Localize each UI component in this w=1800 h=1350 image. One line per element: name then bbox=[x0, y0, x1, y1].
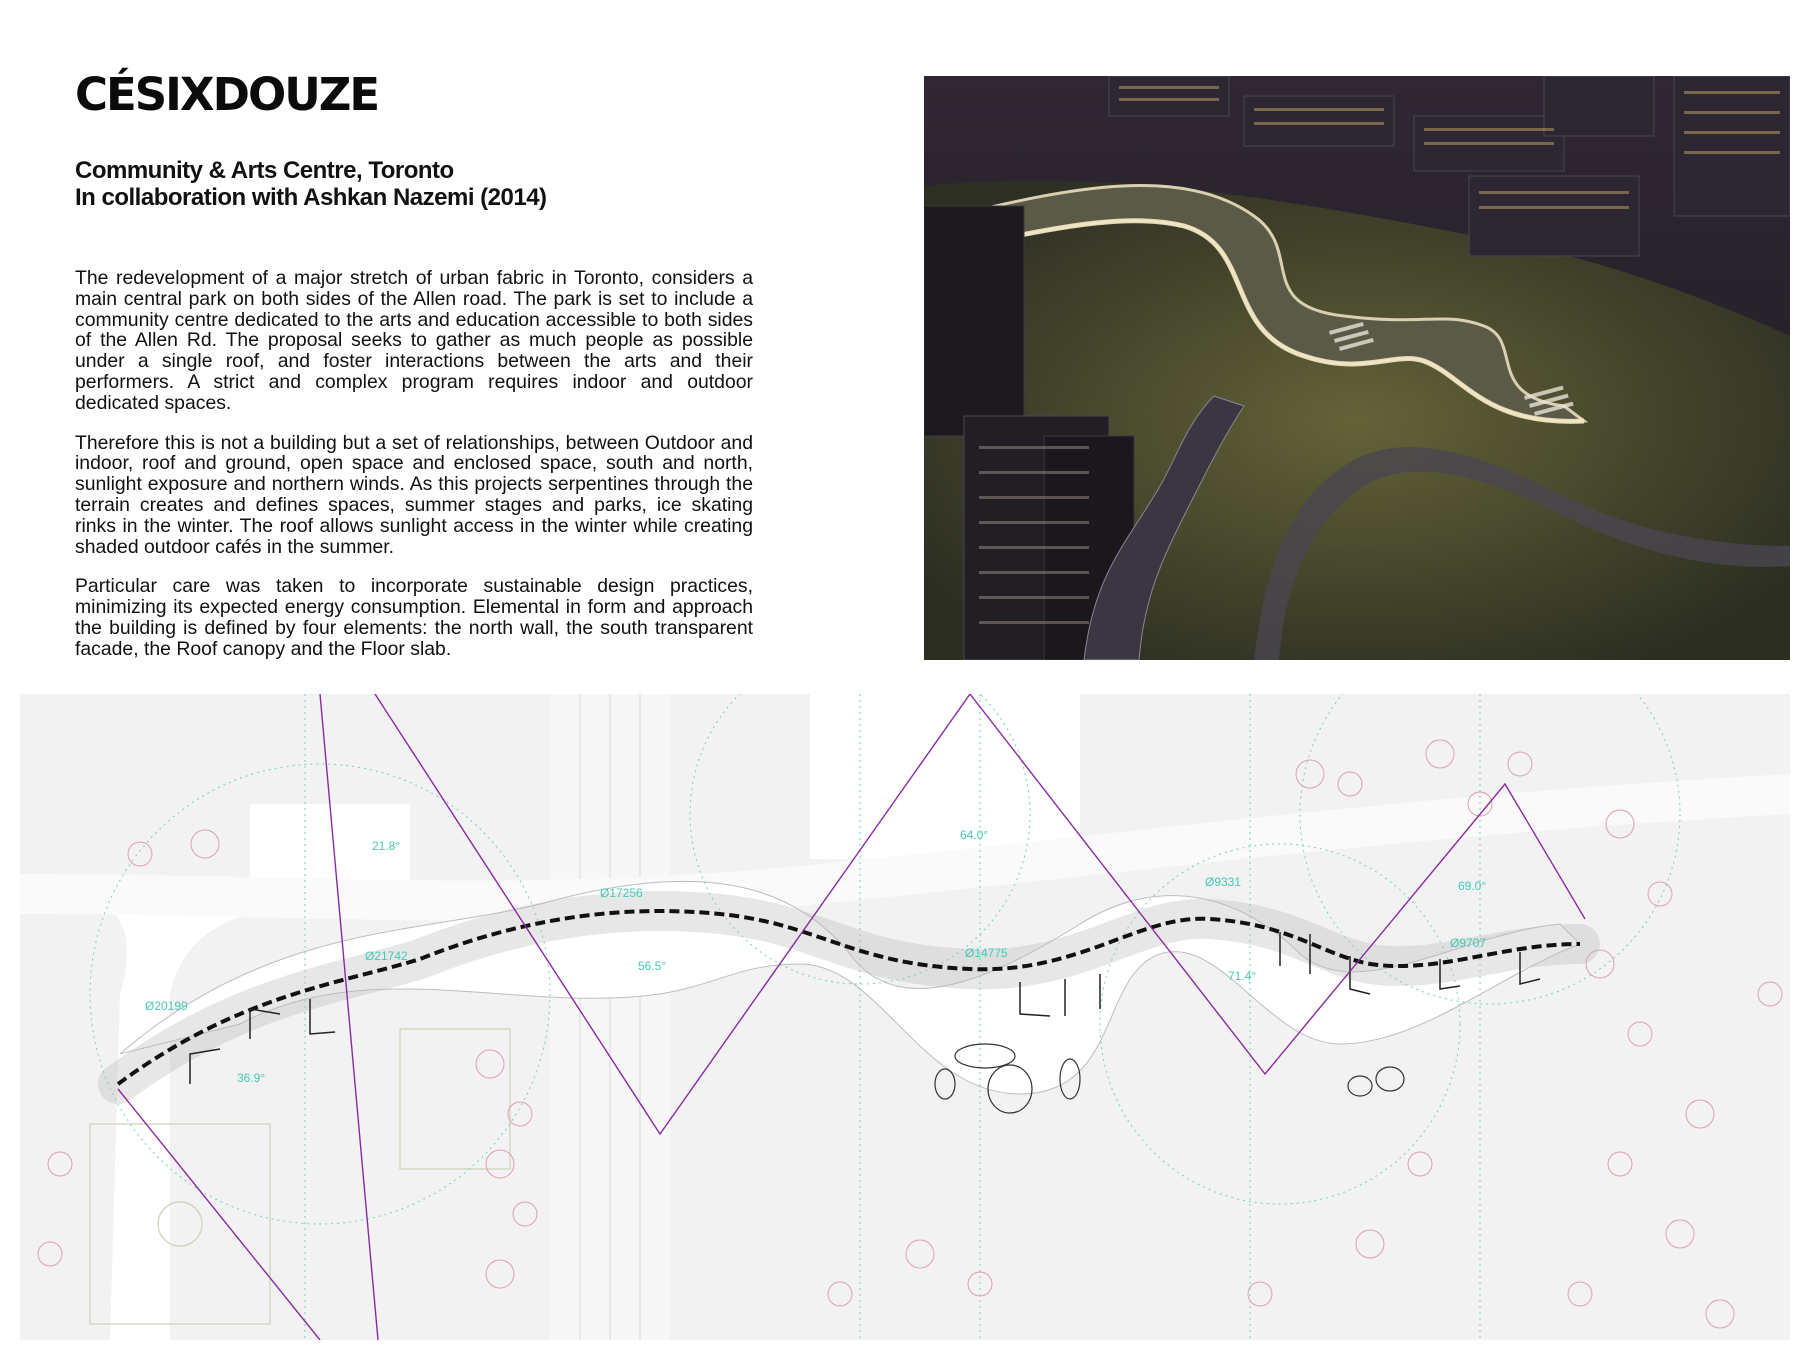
diameter-label: Ø14775 bbox=[965, 946, 1008, 960]
brand-title: CÉSIXDOUZE bbox=[75, 68, 379, 121]
site-plan bbox=[20, 694, 1790, 1340]
diameter-label: Ø9707 bbox=[1450, 936, 1487, 950]
project-collaboration: In collaboration with Ashkan Nazemi (2014) bbox=[75, 184, 547, 211]
description-paragraph-1: The redevelopment of a major stretch of urban fabric in Toronto, considers a main central park on both sides of the Allen road. The park is set to include a community centre dedicated to the arts and education accessible to both sides of the Allen Rd. The proposal seeks to gather as much people as possible under a single roof, and foster interactions between the arts and their performers. A strict and complex program requires indoor and outdoor dedicated spaces. bbox=[75, 267, 753, 414]
angle-label: 69.0° bbox=[1458, 879, 1487, 893]
aerial-night-render bbox=[924, 76, 1790, 660]
diameter-label: Ø9331 bbox=[1205, 875, 1242, 889]
project-description bbox=[75, 268, 753, 679]
project-name: Community & Arts Centre, Toronto bbox=[75, 157, 454, 184]
angle-label: 56.5° bbox=[638, 959, 667, 973]
plan-building-block bbox=[810, 694, 1080, 859]
description-paragraph-2: Therefore this is not a building but a set of relationships, between Outdoor and indoor, roof and ground, open space and enclosed space, south and north, sunlight exposure and northern winds. As this projects serpentines through the terrain creates and defines spaces, summer stages and parks, ice skating rinks in the winter. The roof allows sunlight access in the winter while creating shaded outdoor cafés in the summer. bbox=[75, 431, 753, 558]
project-subtitle bbox=[75, 157, 547, 211]
diameter-label: Ø20199 bbox=[145, 999, 188, 1013]
diameter-label: Ø21742 bbox=[365, 949, 408, 963]
angle-label: 64.0° bbox=[960, 828, 989, 842]
angle-label: 21.8° bbox=[372, 839, 401, 853]
diameter-label: Ø17256 bbox=[600, 886, 643, 900]
angle-label: 71.4° bbox=[1228, 969, 1257, 983]
description-paragraph-3: Particular care was taken to incorporate sustainable design practices, minimizing its expected energy consumption. Elemental in form and approach the building is defined by four elements: the north wall, the south transparent facade, the Roof canopy and the Floor slab. bbox=[75, 575, 753, 660]
angle-label: 36.9° bbox=[237, 1071, 266, 1085]
